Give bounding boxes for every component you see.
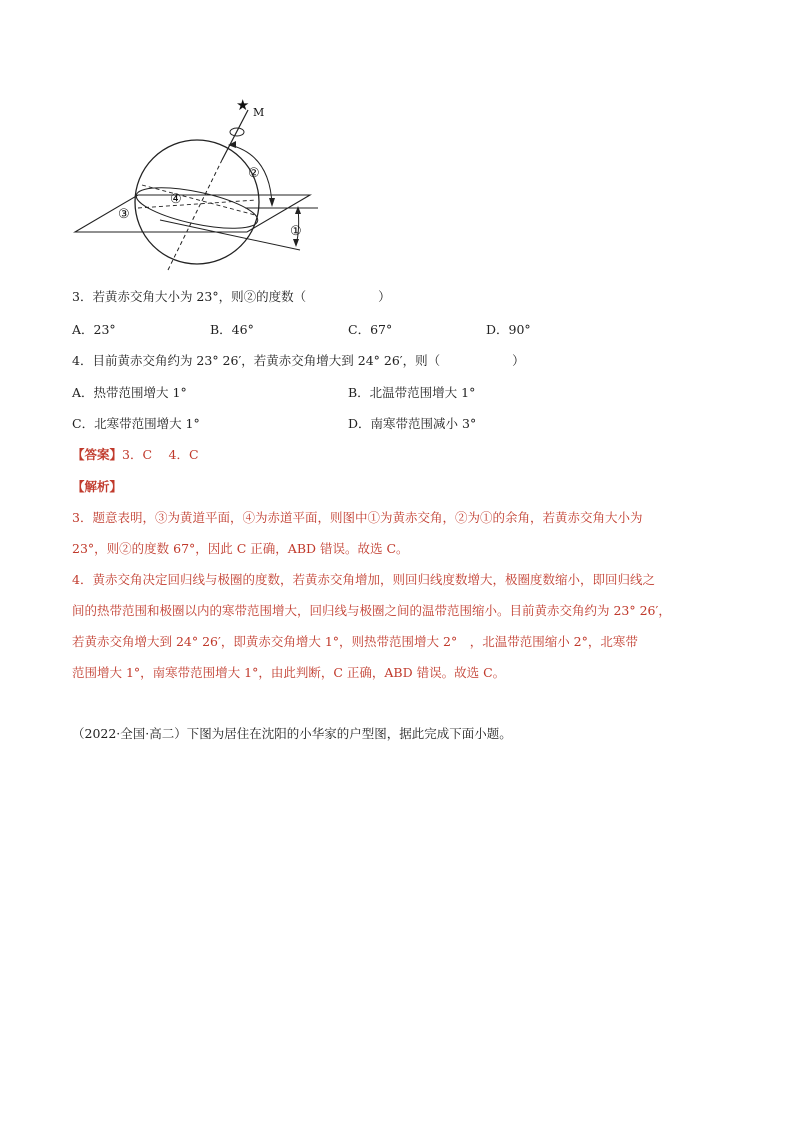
q3-option-c[interactable]: C．67° bbox=[348, 322, 393, 337]
celestial-sphere-circle bbox=[135, 140, 259, 264]
answer-text: 3．C 4．C bbox=[122, 447, 199, 462]
next-question-intro: （2022·全国·高二）下图为居住在沈阳的小华家的户型图，据此完成下面小题。 bbox=[72, 726, 512, 741]
arrow-head-icon bbox=[269, 198, 275, 207]
question-4-stem bbox=[72, 353, 525, 369]
arrow-head-icon bbox=[295, 206, 301, 214]
analysis-3-line-2: 23°，则②的度数 67°，因此 C 正确，ABD 错误。故选 C。 bbox=[72, 541, 409, 556]
q3-option-b[interactable]: B．46° bbox=[210, 322, 254, 337]
answer-label: 【答案】 bbox=[72, 447, 123, 462]
label-three: ③ bbox=[118, 207, 130, 222]
q3-option-a[interactable]: A．23° bbox=[72, 322, 116, 337]
arrow-head-icon bbox=[293, 239, 299, 247]
q3-option-d[interactable]: D．90° bbox=[486, 322, 531, 337]
analysis-3-line-1: 3．题意表明，③为黄道平面，④为赤道平面，则图中①为黄赤交角，②为①的余角，若黄赤交角大小为 bbox=[72, 510, 643, 525]
slanted-line bbox=[160, 220, 300, 250]
dashed-inner-line-1 bbox=[142, 185, 255, 215]
q4-option-b[interactable]: B．北温带范围增大 1° bbox=[348, 385, 476, 400]
star-icon: ★ bbox=[236, 96, 250, 114]
question-3-paren: ） bbox=[378, 289, 391, 304]
star-label: M bbox=[253, 106, 265, 119]
question-3-text: 3．若黄赤交角大小为 23°，则②的度数（ bbox=[72, 289, 307, 304]
celestial-sphere-figure bbox=[60, 90, 340, 285]
rotation-axis-dashed bbox=[168, 160, 222, 270]
analysis-label: 【解析】 bbox=[72, 479, 123, 494]
q4-option-d[interactable]: D．南寒带范围减小 3° bbox=[348, 416, 477, 431]
answer-line bbox=[72, 447, 199, 463]
label-one: ① bbox=[290, 224, 302, 239]
ecliptic-plane bbox=[75, 195, 310, 232]
label-two: ② bbox=[248, 166, 260, 181]
analysis-label-line bbox=[72, 479, 122, 495]
q4-option-a[interactable]: A．热带范围增大 1° bbox=[72, 385, 187, 400]
analysis-4-line-1: 4．黄赤交角决定回归线与极圈的度数，若黄赤交角增加，则回归线度数增大，极圈度数缩小，即回归线之 bbox=[72, 572, 655, 587]
question-4-text: 4．目前黄赤交角约为 23° 26′，若黄赤交角增大到 24° 26′，则（ bbox=[72, 353, 441, 368]
analysis-4-line-4: 范围增大 1°，南寒带范围增大 1°，由此判断，C 正确，ABD 错误。故选 C。 bbox=[72, 665, 506, 680]
analysis-4-line-3: 若黄赤交角增大到 24° 26′，即黄赤交角增大 1°，则热带范围增大 2° ，北温带范围缩小 2°，北寒带 bbox=[72, 634, 638, 649]
q4-option-c[interactable]: C．北寒带范围增大 1° bbox=[72, 416, 200, 431]
label-four: ④ bbox=[170, 192, 182, 207]
analysis-4-line-2: 间的热带范围和极圈以内的寒带范围增大，回归线与极圈之间的温带范围缩小。目前黄赤交角约为 23° 26′， bbox=[72, 603, 671, 618]
question-3-stem bbox=[72, 289, 391, 305]
question-4-paren: ） bbox=[512, 353, 525, 368]
